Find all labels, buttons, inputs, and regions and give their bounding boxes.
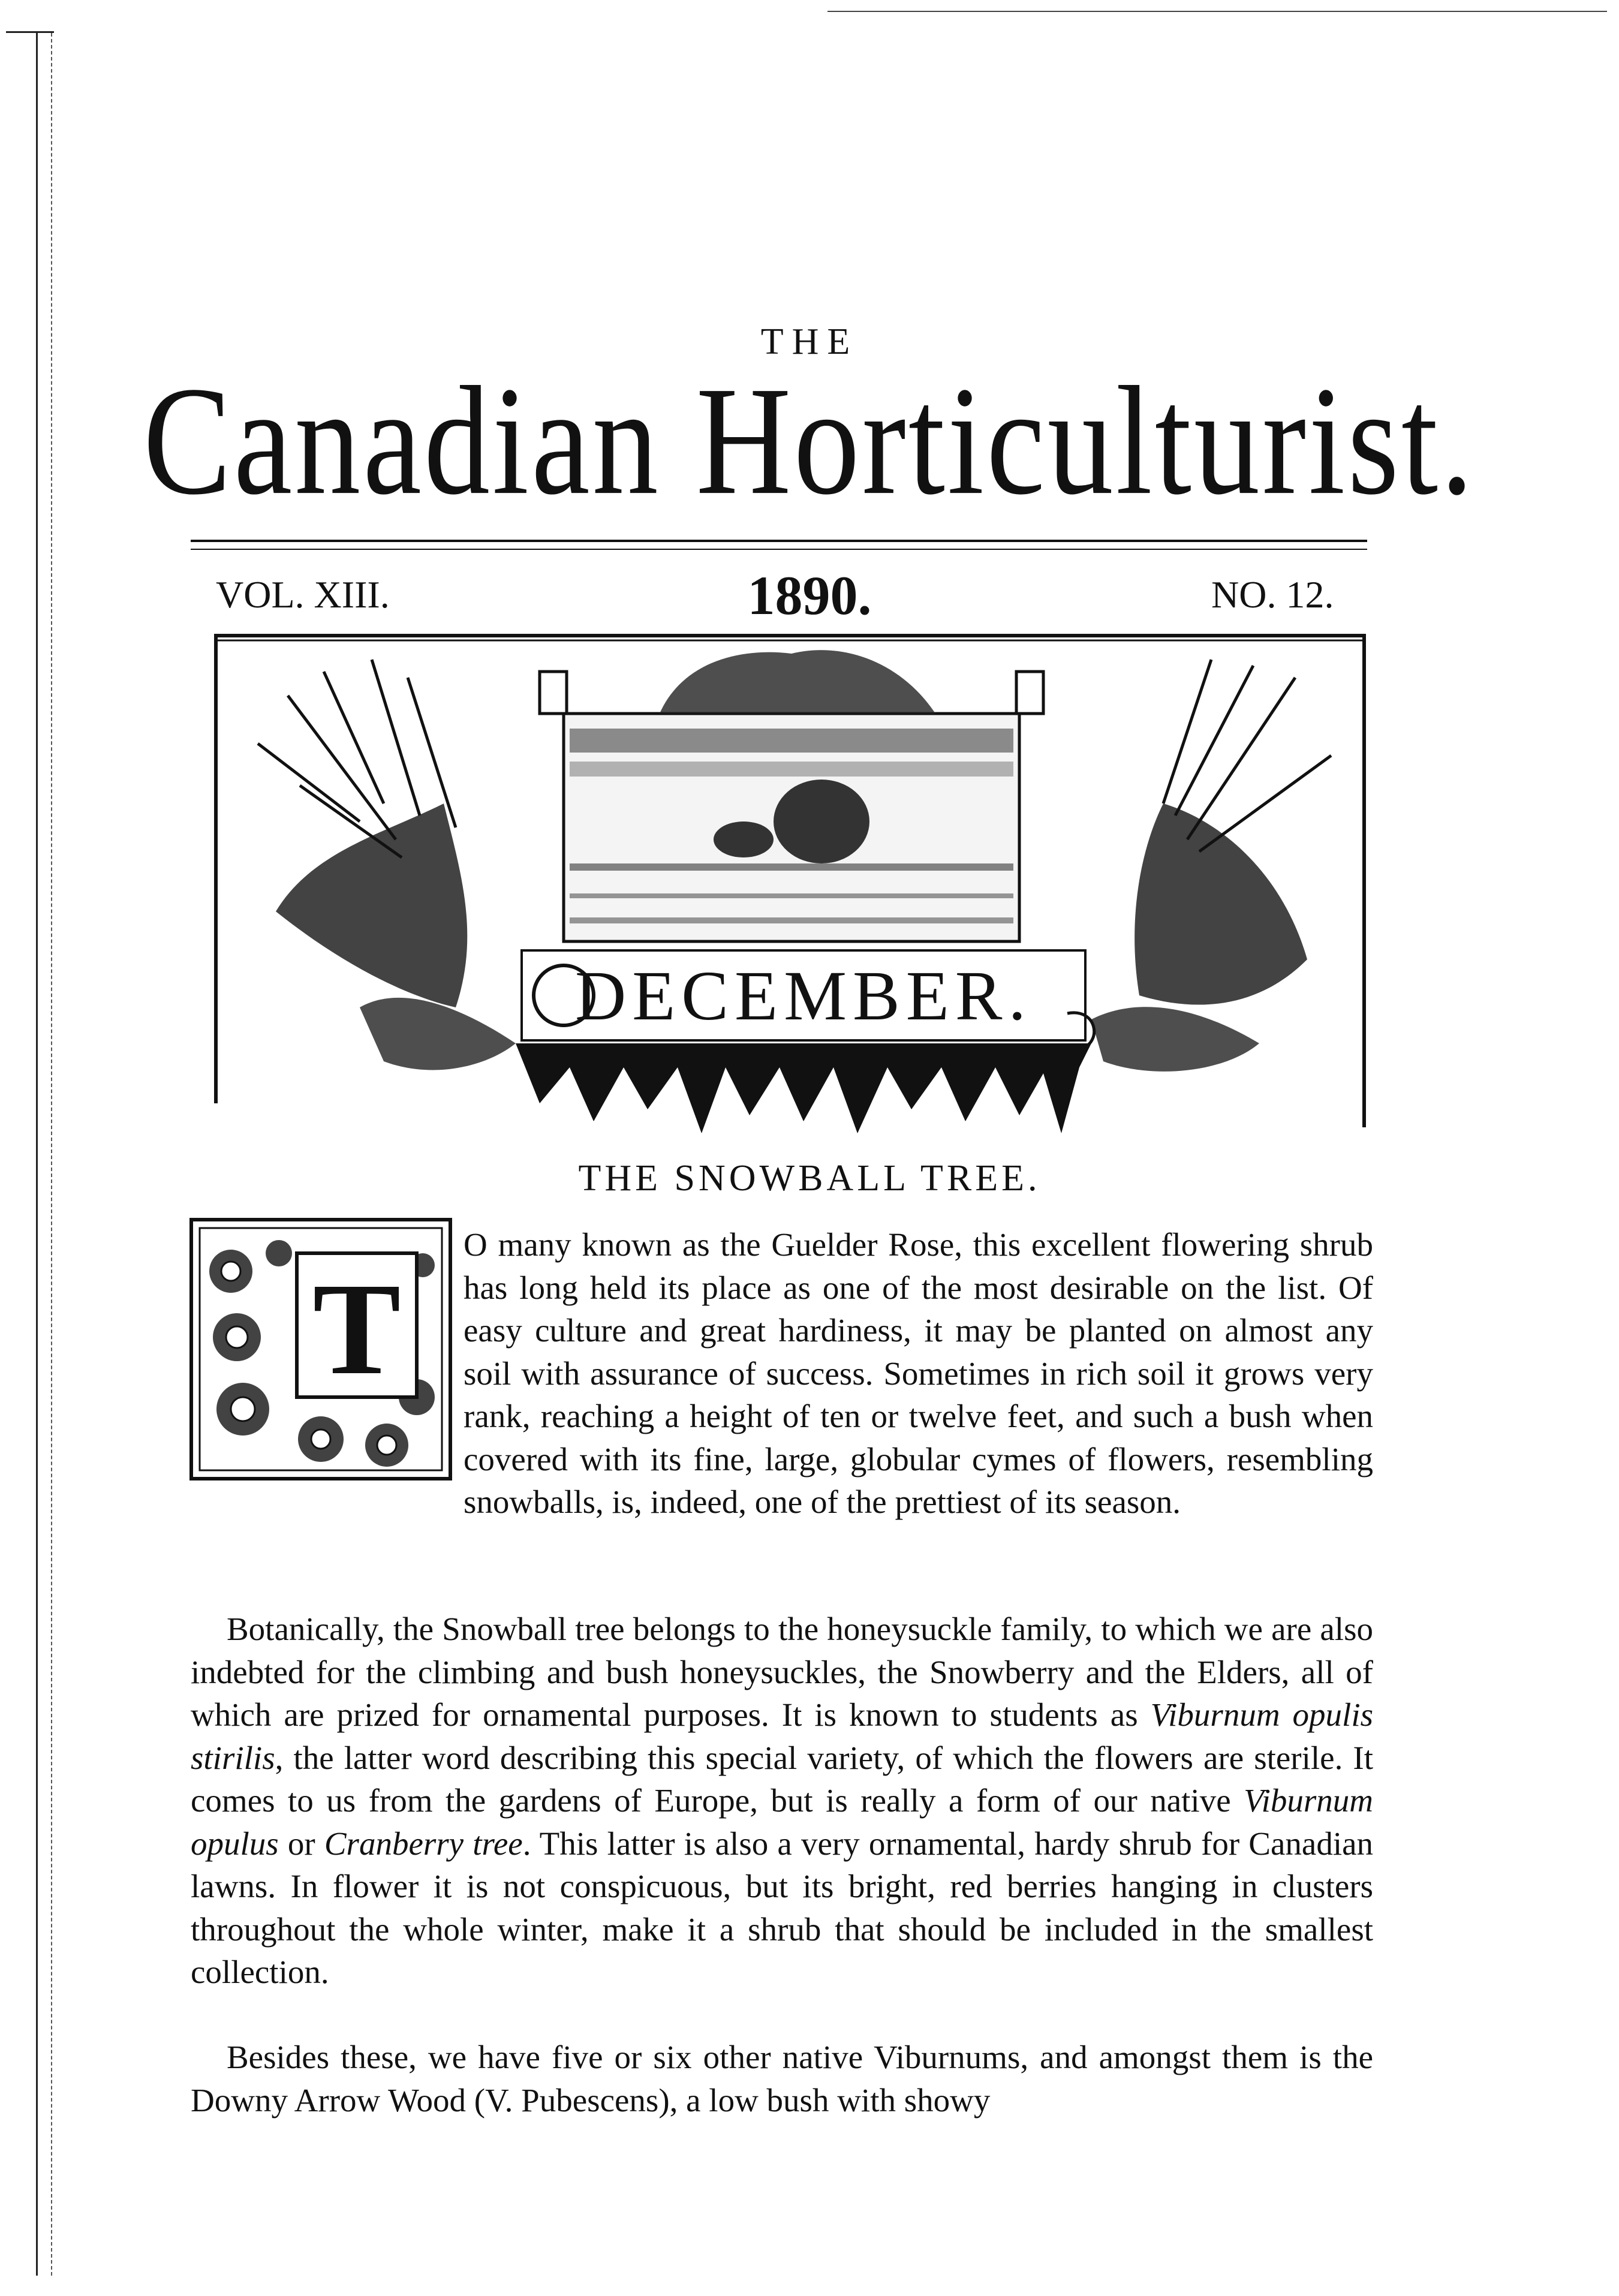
december-illustration bbox=[204, 624, 1379, 1139]
article-paragraph-1 bbox=[191, 1223, 1373, 1524]
issue-number: NO. 12. bbox=[1211, 573, 1334, 616]
masthead-the: THE bbox=[760, 321, 859, 362]
binding-tick bbox=[6, 31, 54, 33]
p2-italic-viburnum: Viburnum opulus bbox=[191, 1782, 1373, 1862]
month-banner-text: DECEMBER. bbox=[575, 956, 1032, 1035]
article-paragraph-2 bbox=[191, 1608, 1373, 1994]
masthead-rule-thin bbox=[191, 549, 1367, 550]
drop-cap-letter: T bbox=[312, 1256, 401, 1402]
p2-segment-b: , the latter word describing this special variety, of which the flowers are sterile. It comes to us from the gardens of Europe, but is really a form of our native bbox=[191, 1739, 1373, 1819]
masthead-title: Canadian Horticulturist. bbox=[143, 354, 1476, 527]
article-paragraph-3: Besides these, we have five or six other native Viburnums, and amongst them is the Downy Arrow Wood (V. Pubescens), a low bush with showy bbox=[191, 2039, 1373, 2119]
p2-segment-c: or bbox=[278, 1825, 324, 1862]
article-title: THE SNOWBALL TREE. bbox=[578, 1158, 1041, 1199]
year-label: 1890. bbox=[747, 565, 872, 626]
volume-label: VOL. XIII. bbox=[216, 573, 390, 616]
p2-italic-cranberry: Cranberry tree bbox=[324, 1825, 523, 1862]
paragraph-1-text: O many known as the Guelder Rose, this excellent flowering shrub has long held its place as one of the most desirable on the list. Of easy culture and great hardiness, it may be planted on almost any soil with assurance of success. Sometimes in rich soil it grows very rank, reaching a height of ten or twelve feet, and such a bush when covered with its fine, large, globular cymes of flowers, resembling snowballs, is, indeed, one of the prettiest of its season. bbox=[464, 1226, 1373, 1520]
masthead-rule-thick bbox=[191, 540, 1367, 542]
p2-segment-a: Botanically, the Snowball tree belongs to the honeysuckle family, to which we are also indebted for the climbing and bush honeysuckles, the Snowberry and the Elders, all of which are prized for ornamental purposes. It is known to students as bbox=[191, 1611, 1373, 1733]
p2-italic-species: Viburnum opulis stirilis bbox=[191, 1696, 1374, 1776]
p2-segment-d: . This latter is also a very ornamental, hardy shrub for Canadian lawns. In flower it is not conspicuous, but its bright, red berries hanging in clusters throughout the whole winter, make it a shrub that should be included in the smallest collection. bbox=[191, 1825, 1374, 1990]
scan-top-rule bbox=[827, 11, 1607, 12]
